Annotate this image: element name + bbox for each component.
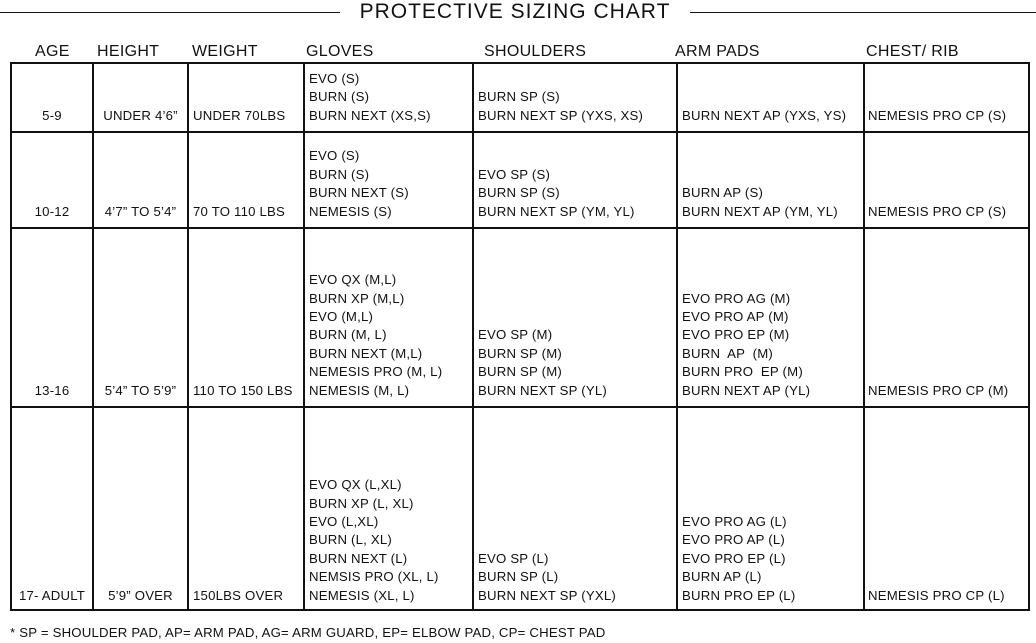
cell-line: UNDER 4’6” (103, 107, 178, 123)
cell-arm-pads (678, 408, 863, 611)
cell-line: EVO SP (L) (478, 550, 549, 566)
cell-line: BURN (S) (309, 89, 370, 105)
cell-height (94, 229, 187, 406)
cell-line: BURN NEXT SP (YM, YL) (478, 203, 635, 219)
cell-arm-pads (678, 229, 863, 406)
cell-line: EVO PRO EP (M) (682, 327, 790, 343)
cell-line: BURN (L, XL) (309, 532, 393, 548)
cell-line: EVO SP (S) (478, 166, 551, 182)
cell-line: 17- ADULT (18, 587, 86, 603)
title-row (0, 0, 1036, 26)
cell-line: BURN NEXT (XS,S) (309, 107, 431, 123)
cell-line: 150LBS OVER (193, 587, 284, 603)
cell-gloves (305, 133, 472, 227)
cell-line: NEMESIS (XL, L) (309, 587, 415, 603)
cell-chest-rib (865, 229, 1030, 406)
cell-age (12, 64, 92, 131)
cell-shoulders (474, 133, 676, 227)
cell-line: BURN NEXT (M,L) (309, 345, 423, 361)
cell-weight (189, 133, 303, 227)
cell-shoulders (474, 229, 676, 406)
cell-line: 5’4” TO 5’9” (104, 382, 177, 398)
cell-chest-rib (865, 64, 1030, 131)
cell-line: EVO QX (L,XL) (309, 477, 402, 493)
cell-line: UNDER 70LBS (193, 107, 286, 123)
cell-age (12, 408, 92, 611)
cell-line: NEMESIS PRO (M, L) (309, 364, 443, 380)
cell-line: BURN SP (L) (478, 569, 559, 585)
cell-line: 110 TO 150 LBS (193, 382, 293, 398)
cell-weight (189, 64, 303, 131)
cell-line: EVO PRO AP (L) (682, 532, 785, 548)
header-shoulders: SHOULDERS (484, 43, 587, 60)
cell-line: BURN NEXT SP (YXS, XS) (478, 107, 644, 123)
cell-height (94, 64, 187, 131)
cell-line: 10-12 (34, 203, 70, 219)
cell-height (94, 133, 187, 227)
header-height: HEIGHT (97, 43, 160, 60)
cell-line: NEMESIS PRO CP (L) (868, 587, 1005, 603)
footnote: * SP = SHOULDER PAD, AP= ARM PAD, AG= ARM GUARD, EP= ELBOW PAD, CP= CHEST PAD (10, 625, 606, 640)
header-chest-rib: CHEST/ RIB (866, 43, 959, 60)
cell-line: BURN NEXT AP (YXS, YS) (682, 107, 847, 123)
cell-line: EVO PRO AG (M) (682, 290, 791, 306)
cell-line: BURN NEXT (L) (309, 550, 408, 566)
column-headers (0, 42, 1036, 62)
cell-line: EVO (S) (309, 70, 360, 86)
cell-line: BURN PRO EP (L) (682, 587, 796, 603)
cell-line: EVO PRO AP (M) (682, 308, 789, 324)
cell-line: BURN AP (M) (682, 345, 774, 361)
cell-line: EVO (S) (309, 148, 360, 164)
cell-line: BURN (M, L) (309, 327, 387, 343)
cell-gloves (305, 408, 472, 611)
header-arm-pads: ARM PADS (675, 43, 760, 60)
header-gloves: GLOVES (306, 43, 374, 60)
cell-line: NEMESIS (S) (309, 203, 392, 219)
cell-arm-pads (678, 133, 863, 227)
cell-line: EVO PRO AG (L) (682, 513, 787, 529)
cell-weight (189, 229, 303, 406)
page-title: PROTECTIVE SIZING CHART (359, 0, 671, 23)
cell-chest-rib (865, 408, 1030, 611)
cell-height (94, 408, 187, 611)
cell-gloves (305, 64, 472, 131)
cell-line: BURN NEXT AP (YL) (682, 382, 811, 398)
cell-line: 5-9 (42, 107, 62, 123)
cell-line: BURN NEXT SP (YL) (478, 382, 607, 398)
cell-line: EVO (M,L) (309, 308, 374, 324)
cell-age (12, 133, 92, 227)
cell-line: BURN NEXT SP (YXL) (478, 587, 616, 603)
cell-shoulders (474, 408, 676, 611)
cell-line: BURN NEXT AP (YM, YL) (682, 203, 838, 219)
cell-line: NEMSIS PRO (XL, L) (309, 569, 439, 585)
cell-line: NEMESIS PRO CP (S) (868, 107, 1007, 123)
cell-line: BURN SP (S) (478, 89, 560, 105)
sizing-table (10, 62, 1030, 611)
cell-line: BURN NEXT (S) (309, 185, 409, 201)
cell-line: NEMESIS (M, L) (309, 382, 410, 398)
cell-weight (189, 408, 303, 611)
cell-line: 13-16 (34, 382, 70, 398)
cell-line: BURN (S) (309, 166, 370, 182)
cell-line: EVO QX (M,L) (309, 272, 397, 288)
cell-line: 70 TO 110 LBS (193, 203, 286, 219)
cell-gloves (305, 229, 472, 406)
cell-arm-pads (678, 64, 863, 131)
cell-line: BURN SP (M) (478, 345, 563, 361)
cell-shoulders (474, 64, 676, 131)
cell-age (12, 229, 92, 406)
cell-line: NEMESIS PRO CP (S) (868, 203, 1007, 219)
cell-line: NEMESIS PRO CP (M) (868, 382, 1009, 398)
cell-line: EVO SP (M) (478, 327, 553, 343)
cell-line: BURN PRO EP (M) (682, 364, 803, 380)
title-rule-left (0, 12, 340, 13)
cell-line: 5’9” OVER (108, 587, 173, 603)
cell-line: BURN AP (S) (682, 185, 764, 201)
title-rule-right (690, 12, 1036, 13)
cell-line: BURN XP (L, XL) (309, 495, 414, 511)
cell-line: BURN XP (M,L) (309, 290, 405, 306)
cell-chest-rib (865, 133, 1030, 227)
cell-line: BURN AP (L) (682, 569, 762, 585)
cell-line: BURN SP (S) (478, 185, 560, 201)
header-age: AGE (35, 43, 70, 60)
cell-line: EVO PRO EP (L) (682, 550, 786, 566)
cell-line: 4’7” TO 5’4” (104, 203, 177, 219)
cell-line: EVO (L,XL) (309, 513, 379, 529)
header-weight: WEIGHT (192, 43, 258, 60)
cell-line: BURN SP (M) (478, 364, 563, 380)
